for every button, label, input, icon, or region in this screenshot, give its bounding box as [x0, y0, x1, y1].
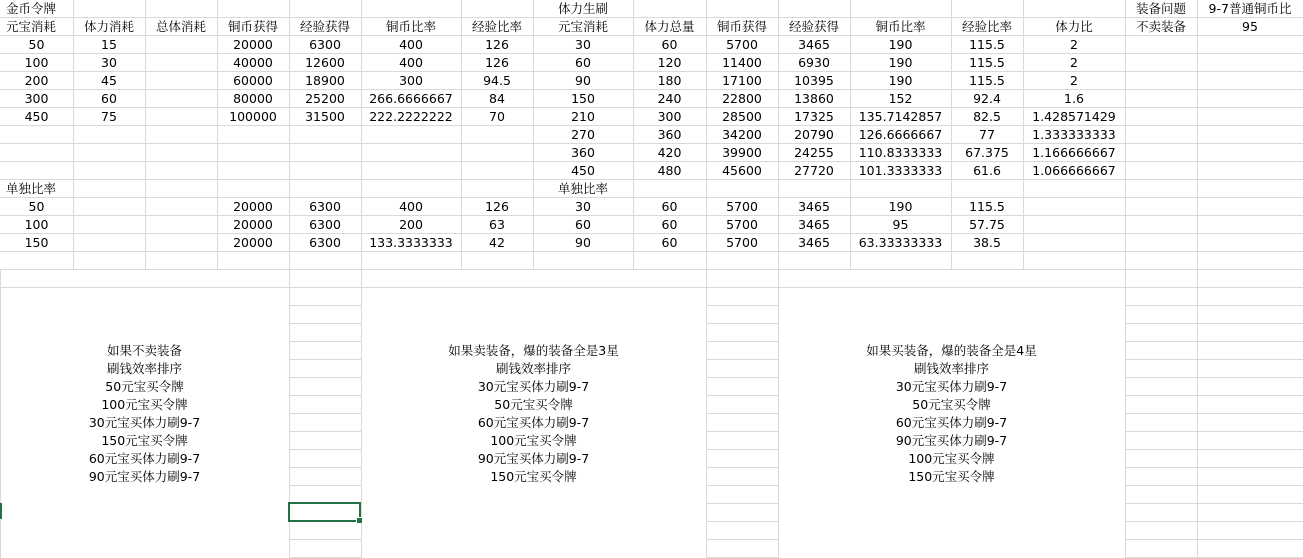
- single-mid-cell[interactable]: 3465: [798, 199, 830, 214]
- token-cell[interactable]: 400: [399, 37, 423, 52]
- single-mid-cell[interactable]: 30: [575, 199, 591, 214]
- grid-line: [1197, 521, 1303, 522]
- header-cell[interactable]: 铜币比率: [385, 19, 436, 34]
- token-cell[interactable]: 18900: [305, 73, 345, 88]
- header-cell[interactable]: 元宝消耗: [6, 19, 57, 34]
- grid-line: [706, 413, 778, 414]
- stamina-cell[interactable]: 2: [1070, 37, 1078, 52]
- grid-line: [706, 485, 778, 486]
- stamina-cell[interactable]: 300: [657, 109, 682, 124]
- stamina-cell[interactable]: 1.6: [1064, 91, 1084, 106]
- grid-line: [289, 341, 361, 342]
- grid-line: [1197, 341, 1303, 342]
- stamina-cell[interactable]: 115.5: [969, 37, 1005, 52]
- note-line: 刷钱效率排序: [495, 361, 571, 376]
- stamina-cell[interactable]: 360: [571, 145, 595, 160]
- single-left-cell[interactable]: 150: [24, 235, 49, 250]
- note-line: 30元宝买体力刷9-7: [895, 379, 1008, 394]
- token-cell[interactable]: 222.2222222: [369, 109, 453, 124]
- grid-line: [1125, 413, 1197, 414]
- token-cell[interactable]: 70: [489, 109, 505, 124]
- token-cell[interactable]: 45: [101, 73, 117, 88]
- stamina-cell[interactable]: 5700: [726, 37, 758, 52]
- token-cell[interactable]: 94.5: [483, 73, 511, 88]
- grid-line: [289, 395, 361, 396]
- grid-line: [1197, 395, 1303, 396]
- stamina-cell[interactable]: 22800: [722, 91, 762, 106]
- stamina-cell[interactable]: 2: [1070, 55, 1078, 70]
- token-cell[interactable]: 300: [399, 73, 423, 88]
- note-line: 60元宝买体力刷9-7: [88, 451, 201, 466]
- single-mid-cell[interactable]: 5700: [726, 217, 758, 232]
- grid-line: [1125, 270, 1126, 558]
- grid-line: [1197, 539, 1303, 540]
- token-cell[interactable]: 50: [28, 37, 45, 52]
- token-cell[interactable]: 25200: [305, 91, 345, 106]
- stamina-cell[interactable]: 420: [657, 145, 682, 160]
- grid-line: [289, 449, 361, 450]
- active-cell-selection[interactable]: [288, 502, 361, 522]
- stamina-cell[interactable]: 1.166666667: [1032, 145, 1116, 160]
- token-cell[interactable]: 40000: [233, 55, 273, 70]
- stamina-cell[interactable]: 10395: [794, 73, 834, 88]
- stamina-cell[interactable]: 61.6: [973, 163, 1001, 178]
- title-stamina-farm[interactable]: 体力生刷: [557, 1, 608, 16]
- single-mid-cell[interactable]: 38.5: [973, 235, 1001, 250]
- grid-line: [706, 467, 778, 468]
- stamina-cell[interactable]: 67.375: [965, 145, 1009, 160]
- note-line: 如果卖装备，爆的装备全是3星: [448, 343, 619, 358]
- grid-line: [706, 341, 778, 342]
- single-mid-cell[interactable]: 60: [661, 199, 678, 214]
- grid-line: [706, 270, 707, 558]
- token-cell[interactable]: 12600: [305, 55, 345, 70]
- grid-line: [1125, 395, 1197, 396]
- stamina-cell[interactable]: 180: [657, 73, 682, 88]
- title-normal-copper-ratio[interactable]: 9-7普通铜币比: [1208, 1, 1292, 16]
- grid-line: [1197, 305, 1303, 306]
- note-line: 30元宝买体力刷9-7: [477, 379, 590, 394]
- note-line: 90元宝买体力刷9-7: [895, 433, 1008, 448]
- token-cell[interactable]: 450: [24, 109, 49, 124]
- grid-line: [1125, 503, 1197, 504]
- note-line: 如果买装备，爆的装备全是4星: [866, 343, 1037, 358]
- note-line: 60元宝买体力刷9-7: [895, 415, 1008, 430]
- note-block[interactable]: [778, 342, 1125, 486]
- title-equipment-issue[interactable]: 装备问题: [1135, 1, 1186, 16]
- grid-line: [1197, 359, 1303, 360]
- token-cell[interactable]: 30: [101, 55, 117, 70]
- single-left-cell[interactable]: 133.3333333: [369, 235, 453, 250]
- stamina-cell[interactable]: 240: [657, 91, 682, 106]
- stamina-cell[interactable]: 27720: [794, 163, 834, 178]
- grid-line: [289, 413, 361, 414]
- grid-line: [1197, 270, 1198, 558]
- token-cell[interactable]: 6300: [309, 37, 341, 52]
- grid-line: [1197, 0, 1198, 270]
- grid-line: [289, 485, 361, 486]
- title-single-ratio-mid[interactable]: 单独比率: [557, 181, 608, 196]
- header-cell[interactable]: 不卖装备: [1135, 19, 1186, 34]
- note-line: 150元宝买令牌: [490, 469, 577, 484]
- stamina-cell[interactable]: 17325: [794, 109, 834, 124]
- grid-line: [1125, 431, 1197, 432]
- note-line: 50元宝买令牌: [494, 397, 573, 412]
- stamina-cell[interactable]: 77: [979, 127, 995, 142]
- grid-line: [1197, 485, 1303, 486]
- token-cell[interactable]: 60: [101, 91, 117, 106]
- single-mid-cell[interactable]: 95: [892, 217, 909, 232]
- note-line: 100元宝买令牌: [101, 397, 188, 412]
- grid-line: [706, 323, 778, 324]
- stamina-cell[interactable]: 6930: [798, 55, 830, 70]
- grid-line: [1125, 539, 1197, 540]
- header-cell[interactable]: 经验获得: [788, 19, 839, 34]
- grid-line: [289, 305, 361, 306]
- grid-line: [289, 431, 361, 432]
- stamina-cell[interactable]: 60: [661, 37, 678, 52]
- stamina-cell[interactable]: 28500: [722, 109, 762, 124]
- grid-line: [1125, 0, 1126, 270]
- note-line: 如果不卖装备: [106, 343, 182, 358]
- token-cell[interactable]: 400: [399, 55, 423, 70]
- stamina-cell[interactable]: 150: [571, 91, 595, 106]
- token-cell[interactable]: 200: [24, 73, 49, 88]
- single-left-cell[interactable]: 6300: [309, 235, 341, 250]
- stamina-cell[interactable]: 135.7142857: [858, 109, 943, 124]
- stamina-cell[interactable]: 101.3333333: [858, 163, 943, 178]
- token-cell[interactable]: 15: [101, 37, 117, 52]
- grid-line: [706, 521, 778, 522]
- stamina-cell[interactable]: 152: [888, 91, 913, 106]
- grid-line: [1125, 449, 1197, 450]
- token-cell[interactable]: 100000: [229, 109, 277, 124]
- grid-line: [289, 323, 361, 324]
- token-cell[interactable]: 84: [489, 91, 505, 106]
- stamina-cell[interactable]: 1.066666667: [1032, 163, 1116, 178]
- header-cell[interactable]: 总体消耗: [155, 19, 206, 34]
- single-left-cell[interactable]: 200: [399, 217, 423, 232]
- stamina-cell[interactable]: 190: [888, 73, 913, 88]
- token-cell[interactable]: 300: [24, 91, 49, 106]
- header-cell[interactable]: 体力总量: [644, 19, 695, 34]
- header-cell[interactable]: 体力消耗: [83, 19, 134, 34]
- single-left-cell[interactable]: 50: [28, 199, 45, 214]
- single-mid-cell[interactable]: 60: [661, 235, 678, 250]
- header-cell[interactable]: 经验比率: [471, 19, 522, 34]
- stamina-cell[interactable]: 120: [657, 55, 682, 70]
- stamina-cell[interactable]: 30: [575, 37, 591, 52]
- stamina-cell[interactable]: 190: [888, 37, 913, 52]
- token-cell[interactable]: 126: [485, 55, 509, 70]
- note-block[interactable]: [361, 342, 706, 486]
- grid-line: [289, 377, 361, 378]
- single-left-cell[interactable]: 6300: [309, 217, 341, 232]
- single-mid-cell[interactable]: 90: [575, 235, 591, 250]
- single-left-cell[interactable]: 126: [485, 199, 509, 214]
- stamina-cell[interactable]: 450: [571, 163, 595, 178]
- grid-line: [1197, 449, 1303, 450]
- stamina-cell[interactable]: 90: [575, 73, 591, 88]
- grid-line: [1125, 377, 1197, 378]
- single-left-cell[interactable]: 400: [399, 199, 423, 214]
- note-line: 100元宝买令牌: [490, 433, 577, 448]
- single-mid-cell[interactable]: 63.33333333: [858, 235, 943, 250]
- grid-line: [289, 467, 361, 468]
- stamina-cell[interactable]: 360: [657, 127, 682, 142]
- note-line: 刷钱效率排序: [106, 361, 182, 376]
- single-mid-cell[interactable]: 3465: [798, 235, 830, 250]
- grid-line: [706, 395, 778, 396]
- note-line: 90元宝买体力刷9-7: [88, 469, 201, 484]
- grid-line: [706, 449, 778, 450]
- single-left-cell[interactable]: 20000: [233, 235, 273, 250]
- stamina-cell[interactable]: 45600: [722, 163, 762, 178]
- single-mid-cell[interactable]: 60: [661, 217, 678, 232]
- stamina-cell[interactable]: 110.8333333: [858, 145, 943, 160]
- grid-line: [706, 305, 778, 306]
- single-left-cell[interactable]: 20000: [233, 199, 273, 214]
- token-cell[interactable]: 126: [485, 37, 509, 52]
- note-line: 刷钱效率排序: [913, 361, 989, 376]
- stamina-cell[interactable]: 92.4: [973, 91, 1001, 106]
- grid-line: [706, 431, 778, 432]
- header-cell[interactable]: 元宝消耗: [557, 19, 608, 34]
- header-cell[interactable]: 体力比: [1055, 19, 1093, 34]
- grid-line: [0, 269, 1303, 270]
- grid-line: [706, 359, 778, 360]
- note-block[interactable]: [0, 342, 289, 486]
- grid-line: [1125, 323, 1197, 324]
- note-line: 150元宝买令牌: [908, 469, 995, 484]
- stamina-cell[interactable]: 3465: [798, 37, 830, 52]
- grid-line: [1125, 521, 1197, 522]
- single-mid-cell[interactable]: 5700: [726, 235, 758, 250]
- token-cell[interactable]: 80000: [233, 91, 273, 106]
- stamina-cell[interactable]: 115.5: [969, 55, 1005, 70]
- grid-line: [1125, 287, 1197, 288]
- grid-line: [1197, 323, 1303, 324]
- single-left-cell[interactable]: 100: [24, 217, 49, 232]
- stamina-cell[interactable]: 1.333333333: [1032, 127, 1116, 142]
- note-line: 60元宝买体力刷9-7: [477, 415, 590, 430]
- token-cell[interactable]: 75: [101, 109, 117, 124]
- token-cell[interactable]: 20000: [233, 37, 273, 52]
- stamina-cell[interactable]: 115.5: [969, 73, 1005, 88]
- header-cell[interactable]: 95: [1242, 19, 1258, 34]
- stamina-cell[interactable]: 210: [571, 109, 595, 124]
- fill-handle[interactable]: [356, 517, 363, 524]
- grid-line: [289, 287, 361, 288]
- grid-line: [289, 539, 361, 540]
- grid-line: [1125, 305, 1197, 306]
- stamina-cell[interactable]: 39900: [722, 145, 762, 160]
- single-mid-cell[interactable]: 3465: [798, 217, 830, 232]
- single-mid-cell[interactable]: 115.5: [969, 199, 1005, 214]
- grid-line: [0, 287, 1303, 288]
- single-mid-cell[interactable]: 190: [888, 199, 913, 214]
- stamina-cell[interactable]: 480: [657, 163, 682, 178]
- stamina-cell[interactable]: 126.6666667: [858, 127, 943, 142]
- grid-line: [706, 377, 778, 378]
- single-left-cell[interactable]: 6300: [309, 199, 341, 214]
- grid-line: [1197, 287, 1303, 288]
- stamina-cell[interactable]: 24255: [794, 145, 834, 160]
- single-left-cell[interactable]: 42: [489, 235, 505, 250]
- header-cell[interactable]: 经验比率: [961, 19, 1012, 34]
- stamina-cell[interactable]: 11400: [722, 55, 762, 70]
- grid-line: [706, 503, 778, 504]
- single-mid-cell[interactable]: 60: [575, 217, 591, 232]
- title-gold-token[interactable]: 金币令牌: [6, 1, 57, 16]
- token-cell[interactable]: 60000: [233, 73, 273, 88]
- note-line: 50元宝买令牌: [912, 397, 991, 412]
- single-left-cell[interactable]: 63: [489, 217, 505, 232]
- grid-line: [1197, 467, 1303, 468]
- stamina-cell[interactable]: 270: [571, 127, 595, 142]
- grid-line: [1197, 377, 1303, 378]
- note-line: 100元宝买令牌: [908, 451, 995, 466]
- token-cell[interactable]: 100: [24, 55, 49, 70]
- stamina-cell[interactable]: 60: [575, 55, 591, 70]
- grid-line: [1125, 341, 1197, 342]
- note-line: 50元宝买令牌: [105, 379, 184, 394]
- header-cell[interactable]: 经验获得: [299, 19, 350, 34]
- single-mid-cell[interactable]: 5700: [726, 199, 758, 214]
- grid-line: [706, 287, 778, 288]
- title-single-ratio-left[interactable]: 单独比率: [6, 181, 57, 196]
- grid-line: [1125, 467, 1197, 468]
- note-line: 150元宝买令牌: [101, 433, 188, 448]
- grid-line: [145, 0, 146, 270]
- stamina-cell[interactable]: 82.5: [973, 109, 1001, 124]
- header-cell[interactable]: 铜币获得: [227, 19, 278, 34]
- stamina-cell[interactable]: 34200: [722, 127, 762, 142]
- grid-line: [706, 539, 778, 540]
- grid-line: [289, 359, 361, 360]
- stamina-cell[interactable]: 1.428571429: [1032, 109, 1116, 124]
- grid-line: [1125, 359, 1197, 360]
- token-cell[interactable]: 31500: [305, 109, 345, 124]
- grid-line: [1197, 413, 1303, 414]
- token-cell[interactable]: 266.6666667: [369, 91, 453, 106]
- stamina-cell[interactable]: 13860: [794, 91, 834, 106]
- note-line: 90元宝买体力刷9-7: [477, 451, 590, 466]
- stamina-cell[interactable]: 17100: [722, 73, 762, 88]
- single-left-cell[interactable]: 20000: [233, 217, 273, 232]
- row-indicator: [0, 503, 2, 519]
- grid-line: [1197, 503, 1303, 504]
- grid-line: [1125, 485, 1197, 486]
- single-mid-cell[interactable]: 57.75: [969, 217, 1005, 232]
- stamina-cell[interactable]: 190: [888, 55, 913, 70]
- header-cell[interactable]: 铜币比率: [875, 19, 926, 34]
- stamina-cell[interactable]: 2: [1070, 73, 1078, 88]
- header-cell[interactable]: 铜币获得: [716, 19, 767, 34]
- grid-line: [1197, 431, 1303, 432]
- note-line: 30元宝买体力刷9-7: [88, 415, 201, 430]
- stamina-cell[interactable]: 20790: [794, 127, 834, 142]
